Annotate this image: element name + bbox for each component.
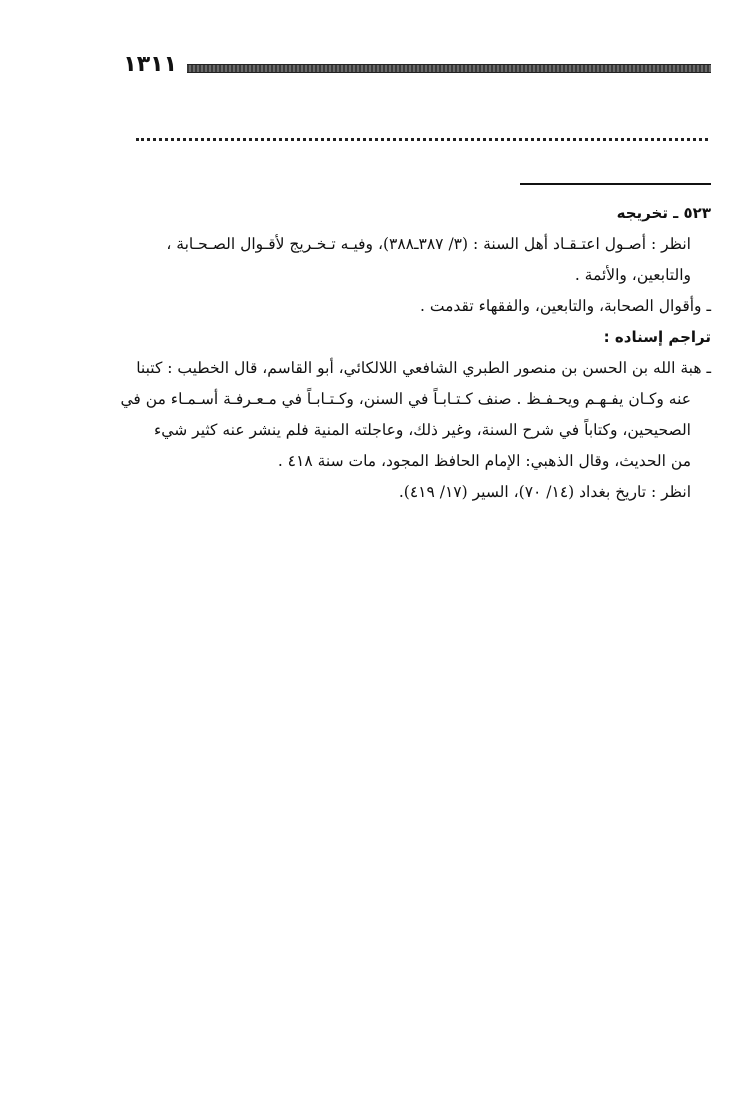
biography-line-3: الصحيحين، وكتاباً في شرح السنة، وغير ذلك، وعاجلته المنية فلم ينشر عنه كثير شيء [154,421,691,439]
biography-line-4: من الحديث، وقال الذهبي: الإمام الحافظ المجود، مات سنة ٤١٨ . [277,452,691,470]
biography-heading: تراجم إسناده : [603,328,711,346]
biography-line-1: ـ هبة الله بن الحسن بن منصور الطبري الشافعي اللالكائي، أبو القاسم، قال الخطيب : كتبنا [136,359,711,377]
dotted-separator [136,138,708,141]
reference-line-2: والتابعين، والأئمة . [574,266,691,284]
biography-line-2: عنه وكـان يفـهـم ويحـفـظ . صنف كـتـابـاً في السنن، وكـتـابـاً في مـعـرفـة أسـمـاء من في [120,390,691,408]
header-rule [187,64,711,73]
note-line: ـ وأقوال الصحابة، والتابعين، والفقهاء تقدمت . [420,297,711,315]
page-number: ١٣١١ [123,52,177,77]
footnote-content [118,198,711,508]
footnote-rule [520,183,711,185]
biography-reference-line: انظر : تاريخ بغداد (١٤/ ٧٠)، السير (١٧/ ٤١٩). [398,483,691,501]
section-heading: ٥٢٣ ـ تخريجه [616,204,711,222]
reference-line-1: انظر : أصـول اعتـقـاد أهل السنة : (٣/ ٣٨٧ـ٣٨٨)، وفيـه تـخـريج لأقـوال الصـحـابة ، [166,235,691,253]
